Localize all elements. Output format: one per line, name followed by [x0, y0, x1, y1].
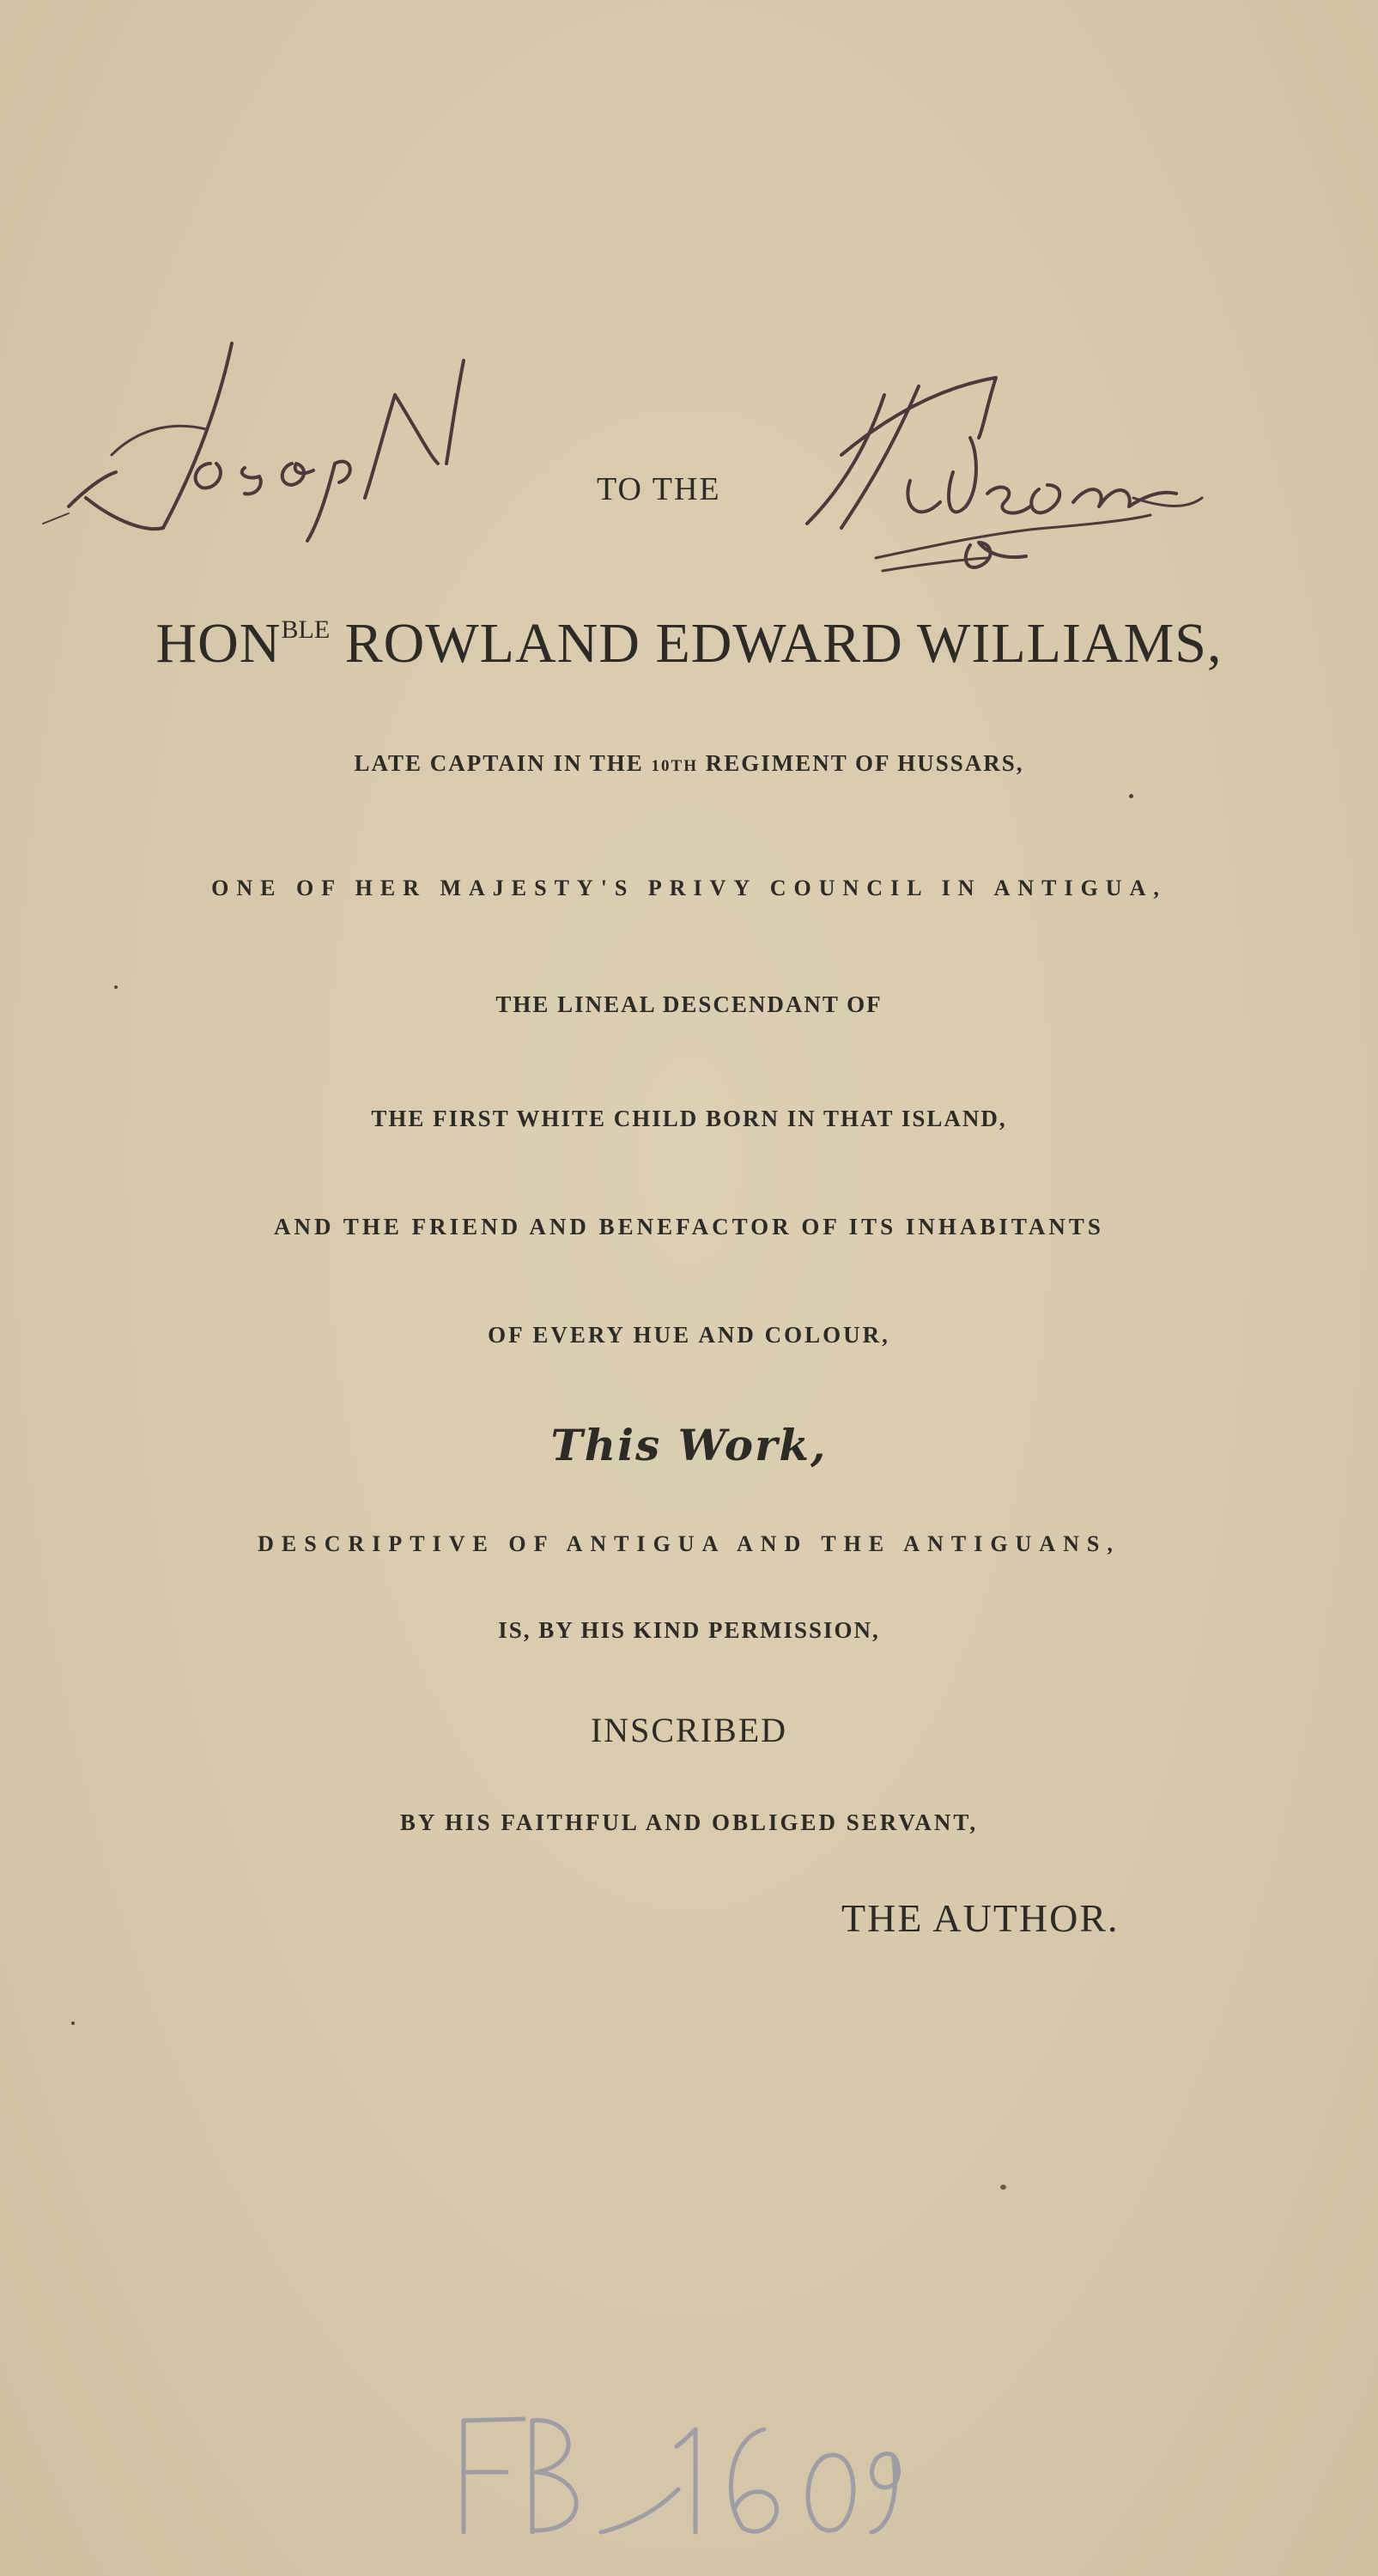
paper-speck [114, 985, 118, 989]
this-work-heading: This Work, [550, 1420, 828, 1470]
inscribed-heading: INSCRIBED [590, 1711, 788, 1749]
paper-speck [1129, 794, 1133, 798]
ordinal: 10TH [651, 757, 698, 775]
first-white-child-line: THE FIRST WHITE CHILD BORN IN THAT ISLAND, [371, 1106, 1007, 1131]
dedicatee-full-name: ROWLAND EDWARD WILLIAMS, [330, 612, 1223, 675]
honorific-superscript: BLE [281, 615, 331, 644]
paper-speck [71, 2021, 75, 2025]
descriptive-line: DESCRIPTIVE OF ANTIGUA AND THE ANTIGUANS, [258, 1531, 1120, 1556]
paper-speck [1000, 2185, 1006, 2190]
to-the-label: TO THE [597, 471, 721, 507]
library-stamp [446, 2403, 910, 2541]
lineal-descendant-line: THE LINEAL DESCENDANT OF [495, 991, 883, 1017]
signature-first-name [34, 326, 498, 549]
author-signoff: THE AUTHOR. [841, 1896, 1120, 1940]
permission-line: IS, BY HIS KIND PERMISSION, [498, 1617, 880, 1643]
signature-last-name [790, 361, 1236, 601]
dedicatee-name [0, 611, 1378, 676]
honorific: HON [155, 612, 282, 675]
friend-benefactor-line: AND THE FRIEND AND BENEFACTOR OF ITS INHABITANTS [274, 1214, 1104, 1240]
captain-line: LATE CAPTAIN IN THE 10TH REGIMENT OF HUSSARS, [354, 750, 1024, 776]
privy-council-line: ONE OF HER MAJESTY'S PRIVY COUNCIL IN ANTIGUA, [211, 876, 1167, 900]
servant-line: BY HIS FAITHFUL AND OBLIGED SERVANT, [399, 1809, 979, 1835]
every-hue-line: OF EVERY HUE AND COLOUR, [488, 1322, 890, 1348]
